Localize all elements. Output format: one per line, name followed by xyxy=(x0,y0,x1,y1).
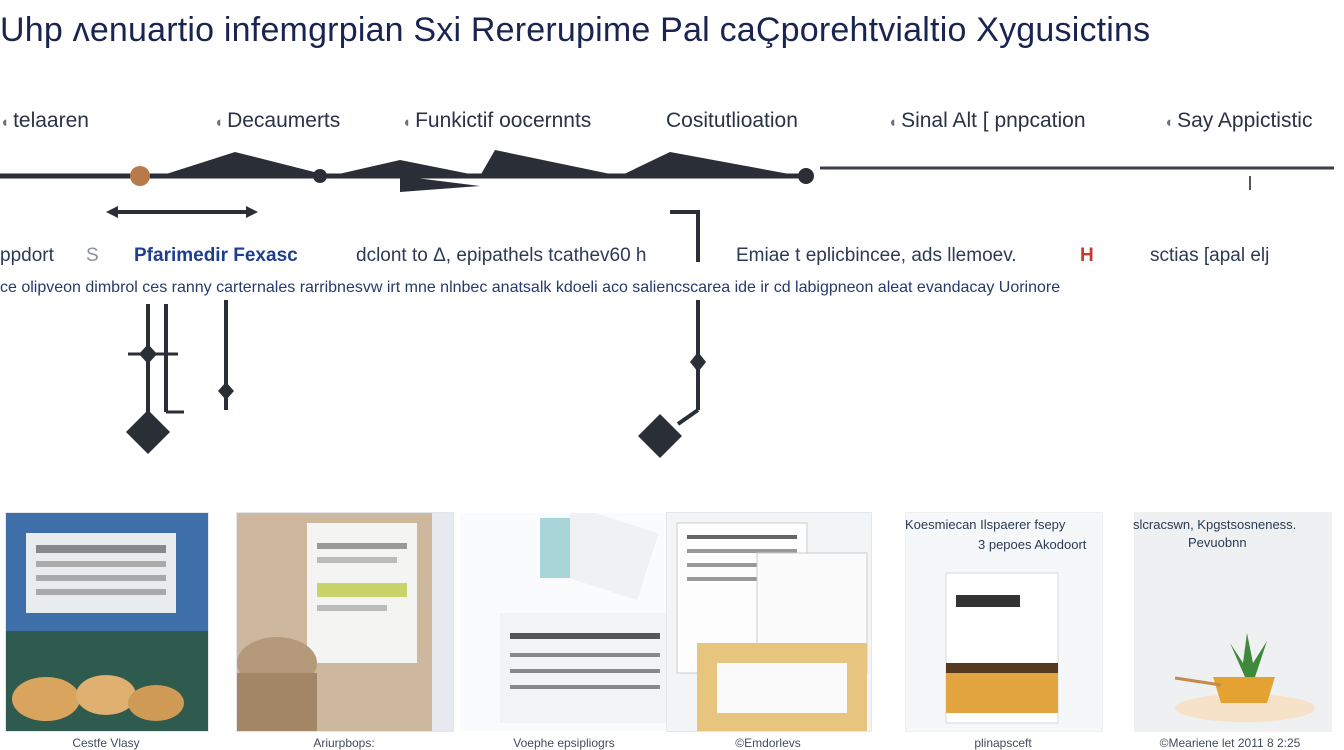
thumbnail-1[interactable] xyxy=(5,512,209,732)
stage-label-4: Cositutlioation xyxy=(666,109,798,132)
stage-label-6: ◖ Say Appictistic xyxy=(1164,109,1313,132)
thumbnail-4-caption: ©Emdorlevs xyxy=(735,736,801,750)
thumbnail-3-caption: Voephe epsipliogrs xyxy=(513,736,615,750)
terminal-node-right xyxy=(638,414,682,458)
thumbnail-5-header: Koesmiecan Ilspaerer fsepy xyxy=(905,517,1066,532)
span-arrow-head-left xyxy=(106,206,118,218)
thumbnail-2-caption: Ariurpbops: xyxy=(313,736,375,750)
thumbnail-6-header: slcracswn, Kpgstsosneness. xyxy=(1133,517,1297,532)
stage-label-3: ◖ Funkictif oocernnts xyxy=(402,109,592,132)
support-label: ppdort xyxy=(0,245,54,266)
thumbnail-6-caption: ©Meariene let 2011 8 2:25 xyxy=(1159,736,1301,750)
flow-node xyxy=(798,168,814,184)
flow-arrow-4 xyxy=(620,152,800,176)
thumbnail-6-subheader: Pevuobnn xyxy=(1188,535,1247,550)
flow-start-node xyxy=(130,166,150,186)
page-title: Uhp ʌenuartio infemgrpian Sxi Rererupime Pal caÇporehtvialtio Xygusictins xyxy=(0,11,1151,49)
span-arrow-head-right xyxy=(246,206,258,218)
thumbnail-3[interactable] xyxy=(459,512,671,732)
thumbnail-5-caption: plinapsceft xyxy=(974,736,1032,750)
middle-note: Emiae t eplicbincee, ads llemoev. xyxy=(736,245,1017,266)
thumbnail-1-caption: Cestfe Vlasy xyxy=(72,736,140,750)
flow-arrow-3 xyxy=(480,150,620,176)
parameter-title: Pfarimedir Fexasc xyxy=(134,245,298,266)
warning-mark: H xyxy=(1080,245,1094,266)
document-scanner-image xyxy=(6,513,208,731)
stage-label-1: ◖ telaaren xyxy=(0,109,89,132)
paper-documents-image xyxy=(237,513,453,731)
flow-node xyxy=(313,169,327,183)
paper-stack-image xyxy=(667,513,871,731)
drop-diamond xyxy=(218,382,234,400)
arrow-marker-icon: ◖ xyxy=(402,114,412,131)
right-note: sctias [apal elj xyxy=(1150,245,1270,266)
arrow-marker-icon: ◖ xyxy=(0,114,10,131)
thumbnail-2[interactable] xyxy=(236,512,454,732)
stage-label-2: ◖ Decaumerts xyxy=(214,109,341,132)
arrow-marker-icon: ◖ xyxy=(888,114,898,131)
drop-diamond xyxy=(690,352,706,372)
flow-arrow-1 xyxy=(160,152,330,176)
terminal-node-left xyxy=(126,410,170,454)
parameter-text: dclont to Δ, epipathels tcathev60 h xyxy=(356,245,647,266)
paper-forms-image xyxy=(460,513,670,731)
detail-line: ce olipveon dimbrol ces ranny carternales rarribnesvw irt mne nlnbec anatsalk kdoeli aco saliencscarea ide ir cd labigpneon aleat evandacay Uorinore xyxy=(0,279,1061,296)
support-mark: S xyxy=(86,245,99,266)
flow-arrow-2 xyxy=(330,160,480,176)
arrow-marker-icon: ◖ xyxy=(1164,114,1174,131)
stage-label-5: ◖ Sinal Alt [ pnpcation xyxy=(888,109,1086,132)
arrow-marker-icon: ◖ xyxy=(214,114,224,131)
thumbnail-4[interactable] xyxy=(666,512,872,732)
thumbnail-5-subheader: 3 pepoes Akodoort xyxy=(978,537,1087,552)
drop-elbow xyxy=(678,410,698,424)
drop-diamond xyxy=(139,344,157,364)
